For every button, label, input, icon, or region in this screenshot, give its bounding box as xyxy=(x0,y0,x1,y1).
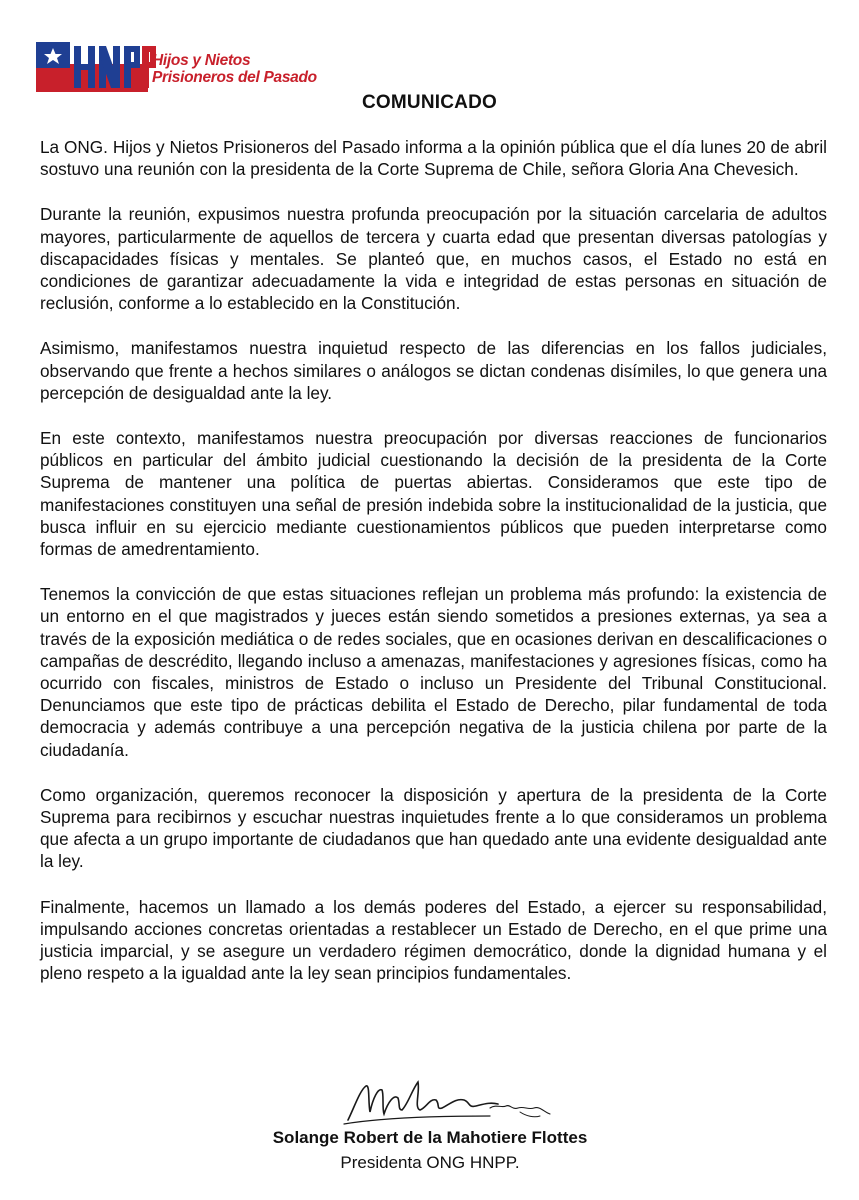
logo-organization-name xyxy=(152,52,317,86)
document-body xyxy=(40,136,827,1008)
paragraph: En este contexto, manifestamos nuestra preocupación por diversas reacciones de funcionarios públicos en particular del ámbito judicial cuestionando la decisión de la presidenta de la Corte Suprema de mantener una política de puertas abiertas. Consideramos que este tipo de manifestaciones constituyen una señal de presión indebida sobre la institucionalidad de la justicia, que busca influir en su ejercicio mediante cuestionamientos públicos que pueden interpretarse como formas de amedrentamiento. xyxy=(40,428,827,560)
paragraph: Tenemos la convicción de que estas situaciones reflejan un problema más profundo: la existencia de un entorno en el que magistrados y jueces están siendo sometidos a presiones externas, ya sea a través de la exposición mediática o de redes sociales, que en ocasiones derivan en descalificaciones o campañas de descrédito, llegando incluso a amenazas, manifestaciones y agresiones físicas, como ha ocurrido con fiscales, ministros de Estado o incluso un Presidente del Tribunal Constitucional. Denunciamos que este tipo de prácticas debilita el Estado de Derecho, pilar fundamental de toda democracia y además contribuye a una percepción negativa de la justicia chilena por parte de la ciudadanía. xyxy=(40,584,827,760)
paragraph: Durante la reunión, expusimos nuestra profunda preocupación por la situación carcelaria de adultos mayores, particularmente de aquellos de tercera y cuarta edad que presentan diversas patologías y discapacidades físicas y mentales. Se planteó que, en muchos casos, el Estado no está en condiciones de garantizar adecuadamente la vida e integridad de estas personas en situación de reclusión, conforme a lo establecido en la Constitución. xyxy=(40,204,827,314)
paragraph: Asimismo, manifestamos nuestra inquietud respecto de las diferencias en los fallos judiciales, observando que frente a hechos similares o análogos se dictan condenas disímiles, lo que genera una percepción de desigualdad ante la ley. xyxy=(40,338,827,403)
paragraph: Como organización, queremos reconocer la disposición y apertura de la presidenta de la Corte Suprema para recibirnos y escuchar nuestras inquietudes frente a lo que consideramos un problema que afecta a un grupo importante de ciudadanos que han quedado ante una evidente desigualdad ante la ley. xyxy=(40,784,827,872)
logo-line-2: Prisioneros del Pasado xyxy=(152,69,317,86)
signer-name: Solange Robert de la Mahotiere Flottes xyxy=(272,1128,588,1147)
logo-line-1: Hijos y Nietos xyxy=(152,52,251,69)
document-title: COMUNICADO xyxy=(362,92,497,113)
paragraph: Finalmente, hacemos un llamado a los demás poderes del Estado, a ejercer su responsabilidad, impulsando acciones concretas orientadas a restablecer un Estado de Derecho, en el que prime una justicia imparcial, y se asegure un verdadero régimen democrático, donde la dignidad humana y el pleno respeto a la igualdad ante la ley sean principios fundamentales. xyxy=(40,896,827,984)
signer-role: Presidenta ONG HNPP. xyxy=(340,1153,520,1172)
paragraph: La ONG. Hijos y Nietos Prisioneros del Pasado informa a la opinión pública que el día lunes 20 de abril sostuvo una reunión con la presidenta de la Corte Suprema de Chile, señora Gloria Ana Chevesich. xyxy=(40,137,827,180)
signature-block xyxy=(200,1058,660,1193)
